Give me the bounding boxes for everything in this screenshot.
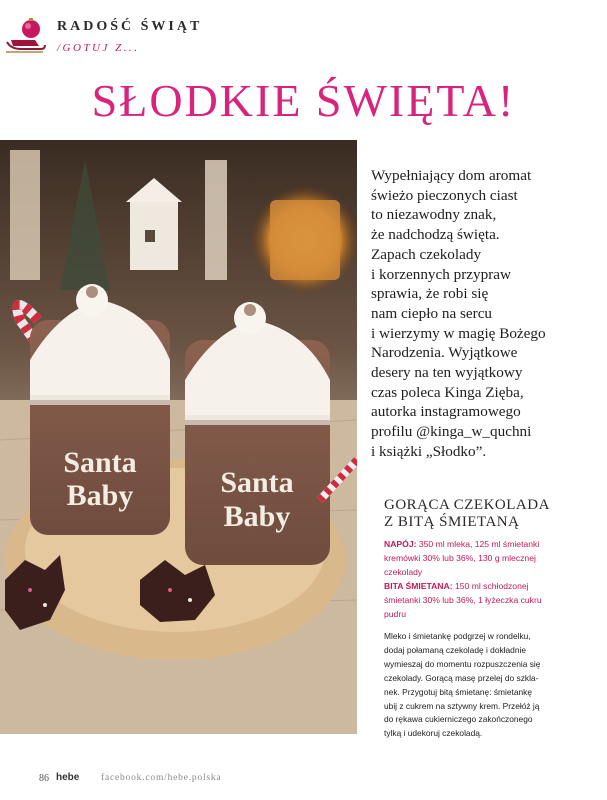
cream-line2: śmietanki 30% lub 36%, 1 łyżeczka cukru <box>384 595 542 605</box>
intro-line: że nadchodzą święta. <box>371 226 500 244</box>
hot-chocolate-photo <box>0 140 357 734</box>
drink-label: NAPÓJ: <box>384 539 417 549</box>
method-text <box>384 630 600 741</box>
jar-right-text-line1: Santa <box>220 466 294 499</box>
cream-line1: 150 ml schłodzonej <box>452 581 529 591</box>
intro-text <box>371 166 591 462</box>
cream-line3: pudru <box>384 609 406 619</box>
page-headline: SŁODKIE ŚWIĘTA! <box>91 75 516 126</box>
intro-line: Wypełniający dom aromat <box>371 167 532 184</box>
jar-left-text-line2: Baby <box>66 479 134 512</box>
footer-brand: hebe <box>56 772 80 783</box>
intro-line: i korzennych przypraw <box>371 265 512 283</box>
drink-line3: czekolady <box>384 567 423 577</box>
ingredients <box>384 537 584 621</box>
intro-line: i książki „Słodko”. <box>371 442 487 460</box>
cream-ingredients-line1 <box>384 579 584 593</box>
recipe-title-line1: GORĄCA CZEKOLADA <box>384 497 550 513</box>
cream-label: BITA ŚMIETANA: <box>384 581 453 591</box>
section-title: RADOŚĆ ŚWIĄT <box>57 19 203 34</box>
drink-line2: kremówki 30% lub 36%, 130 g mlecznej <box>384 553 536 563</box>
footer-url[interactable]: facebook.com/hebe.polska <box>101 773 222 783</box>
section-subtitle: /GOTUJ Z... <box>57 42 140 54</box>
intro-line: profilu @kinga_w_quchni <box>371 423 532 441</box>
method-line: ubij z cukrem na sztywny krem. Przełóż ją <box>384 700 540 711</box>
jar-left-text-line1: Santa <box>63 446 137 479</box>
intro-line: Zapach czekolady <box>371 245 482 263</box>
method-line: do rękawa cukierniczego zakończonego <box>384 714 533 725</box>
method-line: tylką i udekoruj czekoladą. <box>384 728 483 739</box>
intro-line: świeżo pieczonych ciast <box>371 186 518 204</box>
sleigh-ornament-icon <box>3 16 49 56</box>
jar-right-text-line2: Baby <box>223 500 291 533</box>
intro-line: desery na ten wyjątkowy <box>371 364 523 382</box>
method-line: wymieszaj do momentu rozpuszczenia się <box>384 658 541 669</box>
intro-line: autorka instagramowego <box>371 403 521 421</box>
page-number: 86 <box>39 773 49 784</box>
intro-line: to niezawodny znak, <box>371 206 497 224</box>
method-line: nek. Przygotuj bitą śmietanę: śmietankę <box>384 686 533 697</box>
intro-line: nam ciepło na sercu <box>371 304 493 322</box>
recipe-title-line2: Z BITĄ ŚMIETANĄ <box>384 514 520 530</box>
recipe-title <box>384 497 599 531</box>
intro-line: czas poleca Kinga Zięba, <box>371 383 524 401</box>
drink-line1: 350 ml mleka, 125 ml śmietanki <box>416 539 540 549</box>
method-line: Mleko i śmietankę podgrzej w rondelku, <box>384 631 531 641</box>
method-line: czekolady. Gorącą masę przelej do szkla- <box>384 672 539 683</box>
method-line: dodaj połamaną czekoladę i dokładnie <box>384 644 527 655</box>
drink-ingredients-line1 <box>384 537 584 551</box>
intro-line: i wierzymy w magię Bożego <box>371 324 546 342</box>
intro-line: Narodzenia. Wyjątkowe <box>371 344 518 362</box>
intro-line: sprawia, że robi się <box>371 285 489 303</box>
